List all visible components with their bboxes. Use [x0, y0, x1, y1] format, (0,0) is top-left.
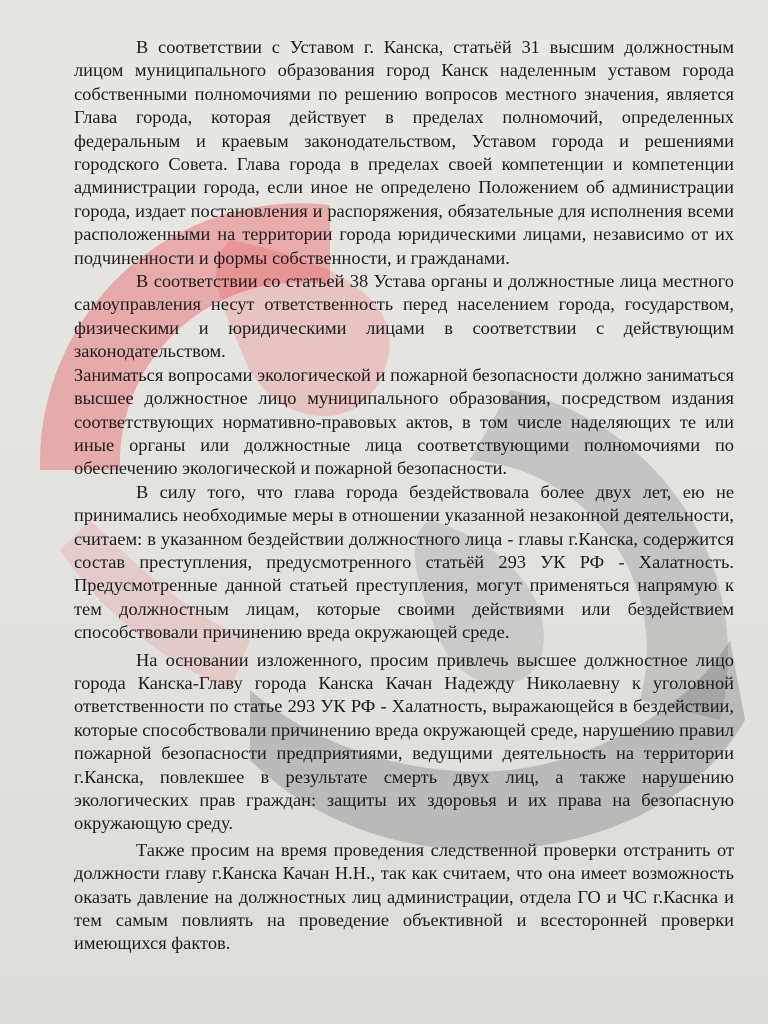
- paragraph-4: В силу того, что глава города бездействовала более двух лет, ею не принимались необходимые меры в отношении указанной незаконной деятельности, считаем: в указанном бездействии должностного лица - главы г.Канска, содержится состав преступления, предусмотренного статьёй 293 УК РФ - Халатность. Предусмотренные данной статьей преступления, могут применяться напрямую к тем должностным лицам, которые своими действиями или бездействием способствовали причинению вреда окружающей среде.: [74, 481, 734, 643]
- paragraph-6: Также просим на время проведения следственной проверки отстранить от должности главу г.Канска Качан Н.Н., так как считаем, что она имеет возможность оказать давление на должностных лиц администрации, отдела ГО и ЧС г.Каснка и тем самым повлиять на проведение объективной и всесторонней проверки имеющихся фактов.: [74, 839, 734, 954]
- paragraph-3: Заниматься вопросами экологической и пожарной безопасности должно заниматься высшее должностное лицо муниципального образования, посредством издания соответствующих нормативно-правовых актов, в том числе наделяющих те или иные органы или должностные лица соответствующими полномочиями по обеспечению экологической и пожарной безопасности.: [74, 364, 734, 479]
- paragraph-2: В соответствии со статьей 38 Устава органы и должностные лица местного самоуправления несут ответственность перед населением города, государством, физическими и юридическими лицами в соответствии с действующим законодательством.: [74, 271, 734, 362]
- paragraph-1: В соответствии с Уставом г. Канска, статьёй 31 высшим должностным лицом муниципального образования город Канск наделенным уставом города собственными полномочиями по решению вопросов местного значения, является Глава города, которая действует в пределах полномочий, определенных федеральным и краевым законодательством, Уставом города и решениями городского Совета. Глава города в пределах своей компетенции и компетенции администрации города, если иное не определено Положением об администрации города, издает постановления и распоряжения, обязательные для исполнения всеми расположенными на территории города юридическими лицами, независимо от их подчиненности и формы собственности, и гражданами.: [74, 37, 734, 268]
- paragraph-5: На основании изложенного, просим привлечь высшее должностное лицо города Канска-Главу города Канска Качан Надежду Николаевну к уголовной ответственности по статье 293 УК РФ - Халатность, выражающейся в бездействии, которые способствовали причинению вреда окружающей среде, нарушению правил пожарной безопасности предприятиями, ведущими деятельность на территории г.Канска, повлекшее в результате смерть двух лиц, а также нарушению экологических прав граждан: защиты их здоровья и их права на безопасную окружающую среду.: [74, 649, 734, 834]
- document-body: [74, 36, 734, 956]
